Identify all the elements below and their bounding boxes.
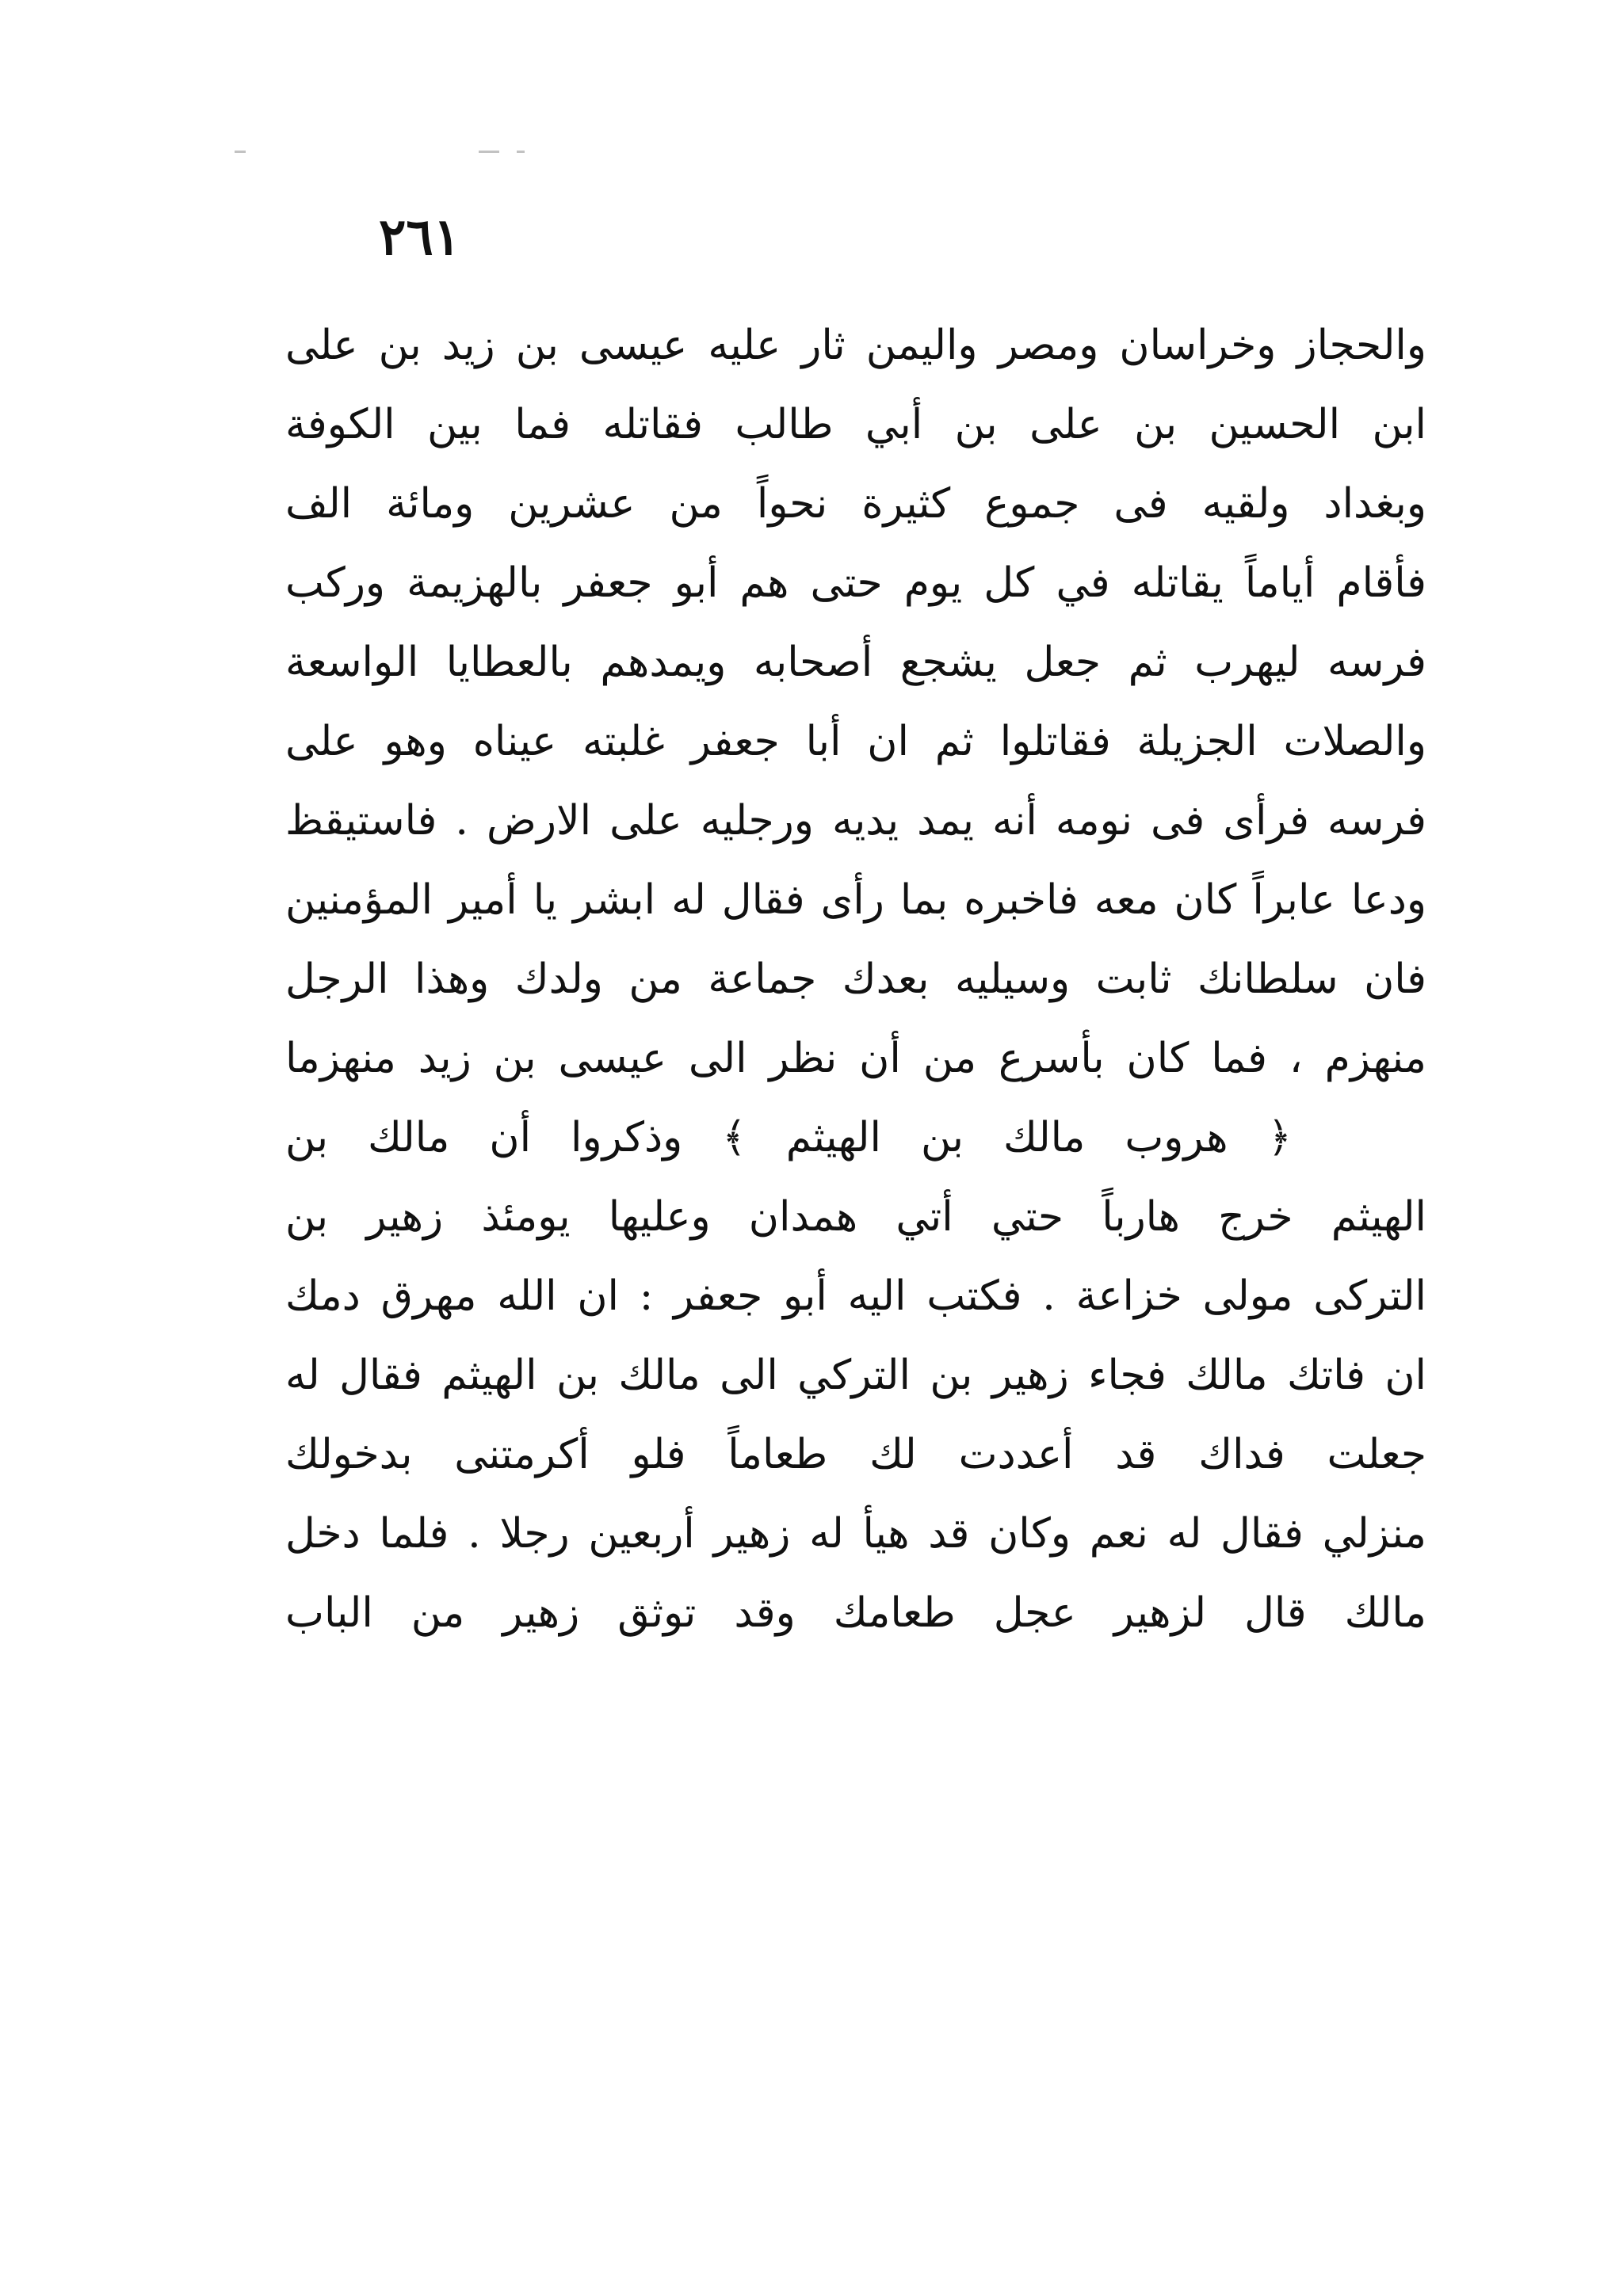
text-line: ان فاتك مالك فجاء زهير بن التركي الى مالك بن الهيثم فقال له	[285, 1352, 1426, 1399]
body-text	[285, 306, 1426, 1653]
text-line: فرسه ليهرب ثم جعل يشجع أصحابه ويمدهم بالعطايا الواسعة	[285, 639, 1426, 686]
page-number: ٢٦١	[379, 208, 461, 267]
text-line: والصلات الجزيلة فقاتلوا ثم ان أبا جعفر غلبته عيناه وهو على	[285, 718, 1426, 765]
text-line: فرسه فرأى فى نومه أنه يمد يديه ورجليه على الارض . فاستيقظ	[285, 797, 1426, 845]
text-line: ودعا عابراً كان معه فاخبره بما رأى فقال له ابشر يا أمير المؤمنين	[285, 876, 1426, 924]
text-line: منهزم ، فما كان بأسرع من أن نظر الى عيسى بن زيد منهزما	[285, 1035, 1426, 1082]
text-line: ابن الحسين بن على بن أبي طالب فقاتله فما بين الكوفة	[285, 401, 1426, 448]
text-line: الهيثم خرج هارباً حتي أتي همدان وعليها يومئذ زهير بن	[285, 1193, 1426, 1241]
text-line: والحجاز وخراسان ومصر واليمن ثار عليه عيسى بن زيد بن على	[285, 322, 1426, 369]
text-line: فان سلطانك ثابت وسيليه بعدك جماعة من ولدك وهذا الرجل	[285, 955, 1426, 1003]
scan-artifact	[479, 151, 499, 153]
text-line: فأقام أياماً يقاتله في كل يوم حتى هم أبو جعفر بالهزيمة وركب	[285, 559, 1426, 607]
scan-artifact	[517, 151, 525, 153]
text-line: مالك قال لزهير عجل طعامك وقد توثق زهير من الباب	[285, 1589, 1426, 1637]
scan-artifact	[235, 151, 246, 153]
text-line: منزلي فقال له نعم وكان قد هيأ له زهير أربعين رجلا . فلما دخل	[285, 1510, 1426, 1558]
text-line: جعلت فداك قد أعددت لك طعاماً فلو أكرمتنى بدخولك	[285, 1431, 1426, 1478]
text-line: وبغداد ولقيه فى جموع كثيرة نحواً من عشرين ومائة الف	[285, 480, 1426, 528]
text-line: التركى مولى خزاعة . فكتب اليه أبو جعفر : ان الله مهرق دمك	[285, 1272, 1426, 1320]
section-heading-line: ﴿ هروب مالك بن الهيثم ﴾ وذكروا أن مالك بن	[285, 1114, 1292, 1161]
